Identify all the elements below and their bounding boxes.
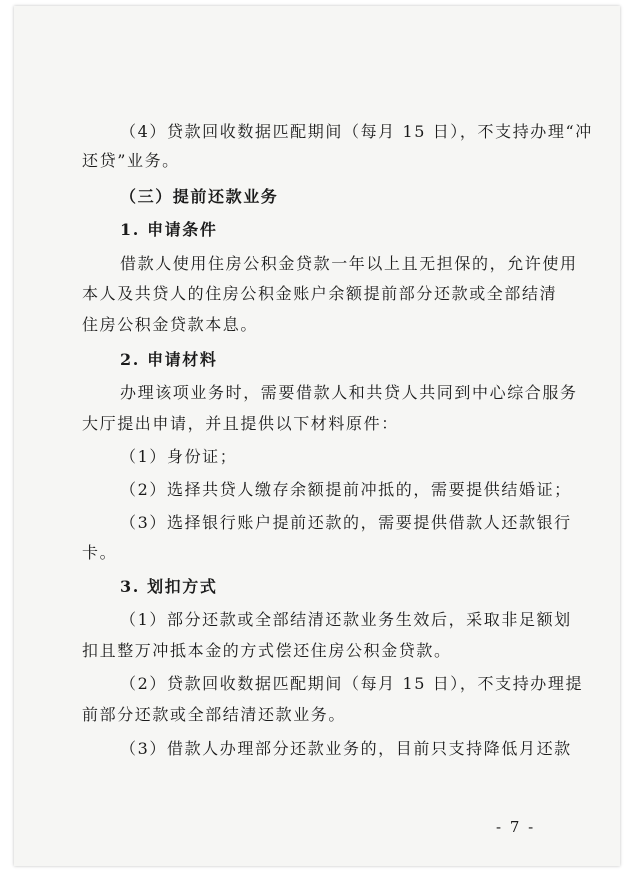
list-item: （3）选择银行账户提前还款的，需要提供借款人还款银行	[120, 513, 572, 532]
list-item: （2）贷款回收数据匹配期间（每月 15 日），不支持办理提	[120, 674, 584, 693]
paragraph-line: （4）贷款回收数据匹配期间（每月 15 日），不支持办理“冲	[120, 122, 593, 141]
paragraph-line: 本人及共贷人的住房公积金账户余额提前部分还款或全部结清	[82, 284, 558, 303]
subsection-heading: 1. 申请条件	[120, 220, 218, 239]
list-item: （1）身份证；	[120, 447, 238, 466]
subsection-heading: 2. 申请材料	[120, 350, 218, 369]
list-item: （1）部分还款或全部结清还款业务生效后，采取非足额划	[120, 610, 572, 629]
paragraph-line: 卡。	[82, 543, 118, 562]
list-item: （2）选择共贷人缴存余额提前冲抵的，需要提供结婚证；	[120, 480, 572, 499]
section-heading: （三）提前还款业务	[120, 187, 279, 206]
paragraph-line: 还贷”业务。	[82, 151, 180, 170]
list-item: （3）借款人办理部分还款业务的，目前只支持降低月还款	[120, 739, 572, 758]
paragraph-line: 大厅提出申请，并且提供以下材料原件：	[82, 414, 399, 433]
paragraph-line: 扣且整万冲抵本金的方式偿还住房公积金贷款。	[82, 641, 452, 660]
paragraph-line: 住房公积金贷款本息。	[82, 315, 259, 334]
paragraph-line: 前部分还款或全部结清还款业务。	[82, 705, 347, 724]
paragraph-line: 借款人使用住房公积金贷款一年以上且无担保的，允许使用	[120, 254, 578, 273]
subsection-heading: 3. 划扣方式	[120, 577, 218, 596]
page-number: - 7 -	[496, 818, 536, 836]
paragraph-line: 办理该项业务时，需要借款人和共贷人共同到中心综合服务	[120, 383, 578, 402]
